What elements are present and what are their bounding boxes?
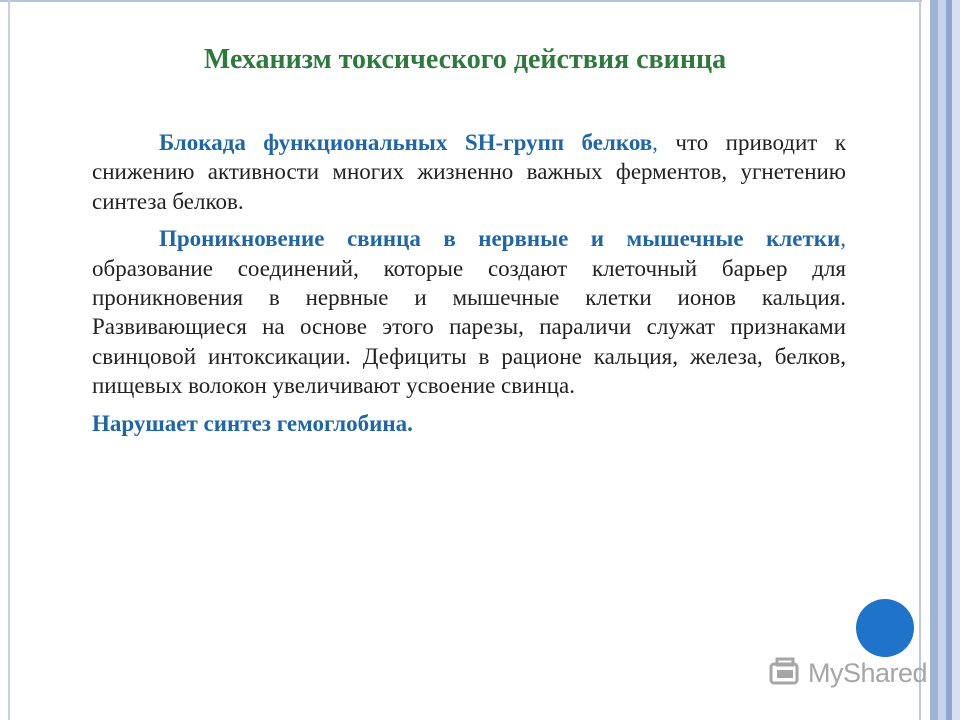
paragraph-sh-groups: [92, 128, 846, 216]
paragraph-hemoglobin: Нарушает синтез гемоглобина.: [92, 410, 413, 436]
myshared-watermark: [768, 654, 927, 692]
myshared-logo-icon: [768, 656, 802, 690]
frame-top-border: [0, 0, 922, 2]
paragraph-lead-tail: ,: [840, 226, 846, 252]
paragraph-cell-penetration: [92, 224, 846, 400]
paragraph-body: что приводит к снижению активности многих жизненно важных ферментов, угнетению синтеза белков.: [92, 130, 846, 214]
paragraph-lead: Блокада функциональных SH-групп белков: [159, 130, 653, 155]
decorative-circle: [856, 599, 914, 657]
slide-title: Механизм токсического действия свинца: [203, 44, 727, 75]
decorative-stripe: [952, 0, 960, 720]
frame-left-border: [8, 0, 10, 720]
paragraph-lead: Проникновение свинца в нервные и мышечные клетки: [159, 226, 841, 252]
frame-right-border: [919, 0, 921, 720]
decorative-stripe: [930, 0, 938, 720]
paragraph-body: образование соединений, которые создают клеточный барьер для проникновения в нервные и мышечные клетки ионов кальция. Развивающиеся на основе этого парезы, параличи служат признаками свинцовой интоксикации. Дефициты в рационе кальция, железа, белков, пищевых волокон увеличивают усвоение свинца.: [92, 255, 846, 399]
watermark-text: MyShared: [808, 657, 928, 688]
decorative-stripe: [938, 0, 946, 720]
slide-content: [92, 128, 846, 438]
paragraph-lead-tail: ,: [652, 130, 658, 155]
